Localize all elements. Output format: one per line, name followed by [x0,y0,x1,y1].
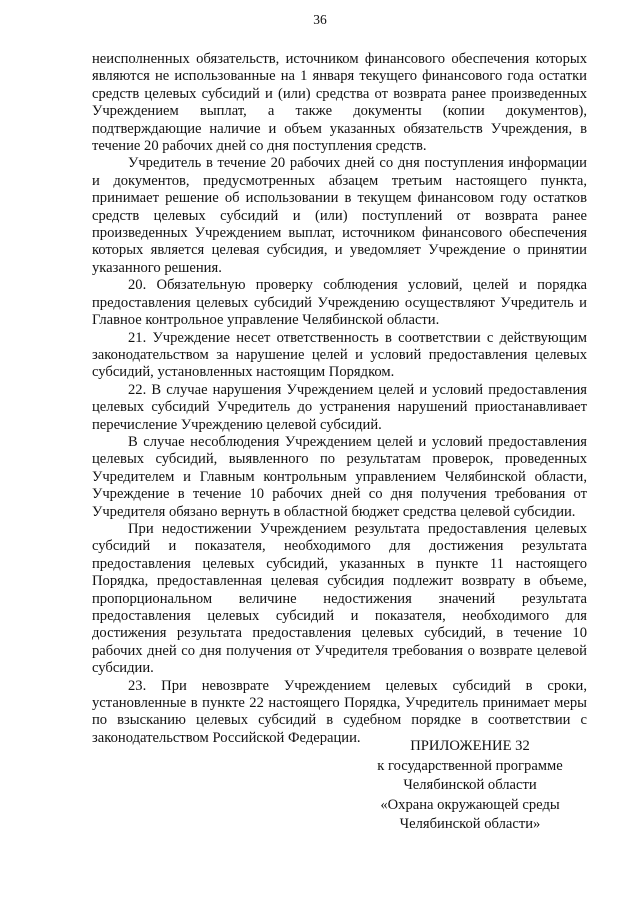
appendix-header [360,737,580,835]
document-body [92,51,587,747]
appendix-line: Челябинской области» [399,816,541,832]
paragraph-noncompliance: В случае несоблюдения Учреждением целей и условий предоставления целевых субсидий, выявленного по результатам проверок, проведенных Учредителем и Главным контрольным управлением Челябинской области, Учреждение в течение 10 рабочих дней со дня получения требования от Учредителя обязано вернуть в областной бюджет средства целевой субсидии. [92,433,587,520]
appendix-line: Челябинской области [403,777,537,793]
paragraph-non-achievement: При недостижении Учреждением результата предоставления целевых субсидий и показателя, необходимого для достижения результата предоставления целевых субсидий, указанных в пункте 11 настоящего Порядка, предоставленная целевая субсидия подлежит возврату в объеме, пропорциональном величине недостижения значений результата предоставления целевых субсидий и показателя, необходимого для достижения результата предоставления целевых субсидий, в течение 10 рабочих дней со дня получения от Учредителя требования о возврате целевой субсидии. [92,520,587,677]
appendix-line: к государственной программе [377,757,563,774]
paragraph-22-violation: 22. В случае нарушения Учреждением целей и условий предоставления целевых субсидий Учредитель до устранения нарушений приостанавливает перечисление Учреждению целевой субсидий. [92,381,587,433]
paragraph-continuation: неисполненных обязательств, источником финансового обеспечения которых являются не использованные на 1 января текущего финансового года остатки средств целевых субсидий и (или) средства от возврата ранее произведенных Учреждением выплат, а также документы (копии документов), подтверждающие наличие и объем указанных обязательств Учреждения, в течение 20 рабочих дней со дня поступления средств. [92,51,587,155]
paragraph-20-inspection: 20. Обязательную проверку соблюдения условий, целей и порядка предоставления целевых субсидий Учреждению осуществляют Учредитель и Главное контрольное управление Челябинской области. [92,277,587,329]
appendix-line: «Охрана окружающей среды [380,796,560,813]
page-number: 36 [313,12,327,27]
paragraph-founder-decision: Учредитель в течение 20 рабочих дней со дня поступления информации и документов, предусмотренных абзацем третьим настоящего пункта, принимает решение об использовании в текущем финансовом году остатков средств целевых субсидий и (или) поступлений от возврата ранее произведенных Учреждением выплат, источником финансового обеспечения которых является целевая субсидия, и уведомляет Учреждение о принятии указанного решения. [92,155,587,276]
paragraph-23-non-return: 23. При невозврате Учреждением целевых субсидий в сроки, установленные в пункте 22 настоящего Порядка, Учредитель принимает меры по взысканию целевых субсидий в судебном порядке в соответствии с законодательством Российской Федерации. [92,677,587,746]
appendix-title: ПРИЛОЖЕНИЕ 32 [410,738,530,754]
paragraph-21-responsibility: 21. Учреждение несет ответственность в соответствии с действующим законодательством за нарушение целей и условий предоставления целевых субсидий, установленных настоящим Порядком. [92,329,587,381]
